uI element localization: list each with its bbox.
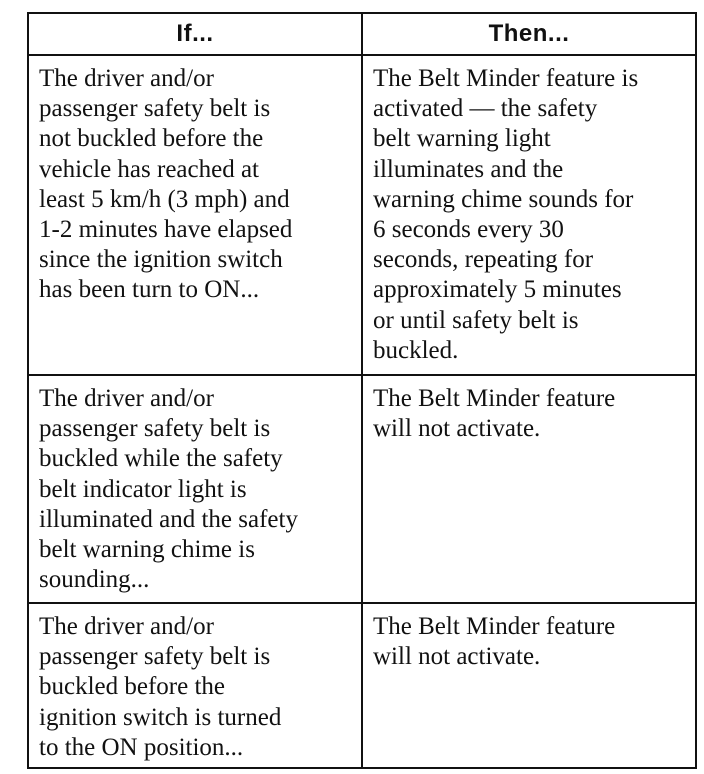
- table-row: [28, 375, 696, 603]
- then-cell: The Belt Minder feature will not activate.: [362, 603, 696, 768]
- if-cell: The driver and/or passenger safety belt is not buckled before the vehicle has reached at least 5 km/h (3 mph) and 1-2 minutes have elapsed since the ignition switch has been turn to ON...: [28, 55, 362, 375]
- then-cell: The Belt Minder feature will not activate.: [362, 375, 696, 603]
- table-header-row: [28, 13, 696, 55]
- table-row: [28, 603, 696, 768]
- then-cell: The Belt Minder feature is activated — the safety belt warning light illuminates and the warning chime sounds for 6 seconds every 30 seconds, repeating for approximately 5 minutes or until safety belt is buckled.: [362, 55, 696, 375]
- if-cell: The driver and/or passenger safety belt is buckled while the safety belt indicator light is illuminated and the safety belt warning chime is sounding...: [28, 375, 362, 603]
- header-then: Then...: [362, 13, 696, 55]
- if-cell: The driver and/or passenger safety belt is buckled before the ignition switch is turned to the ON position...: [28, 603, 362, 768]
- header-if: If...: [28, 13, 362, 55]
- table-row: [28, 55, 696, 375]
- belt-minder-table: [27, 12, 697, 769]
